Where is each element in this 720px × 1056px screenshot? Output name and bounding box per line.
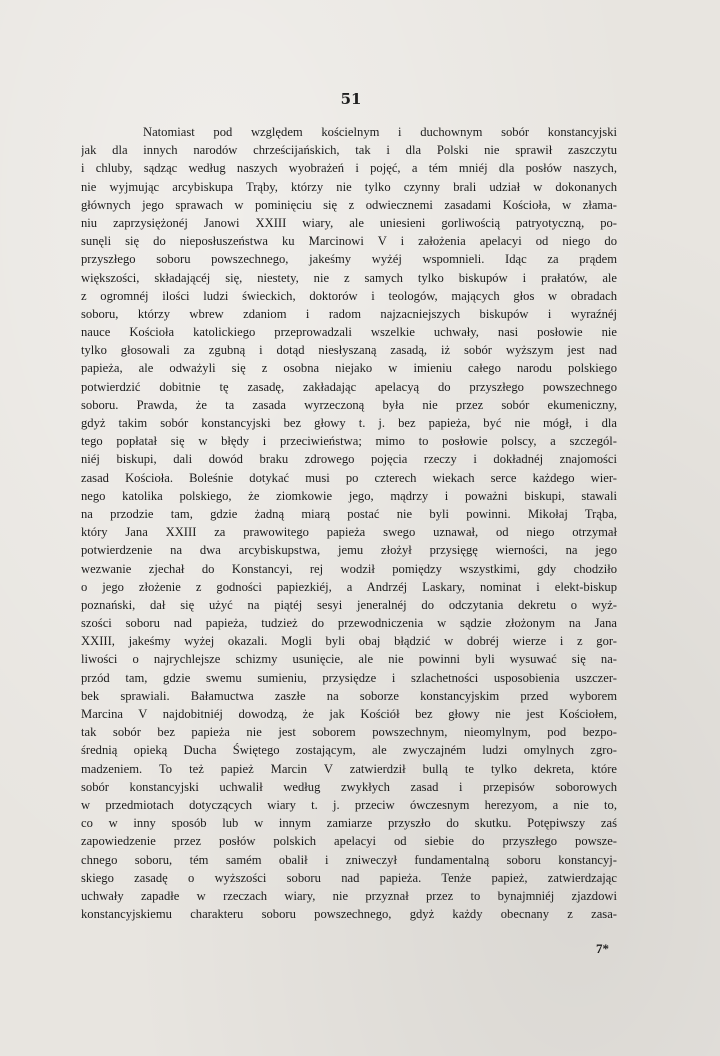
text-line: o jego złożenie z godności papiezkiéj, a Andrzéj Laskary, nominat i elekt-biskup (81, 579, 617, 594)
text-line: wezwanie zjechał do Konstancyi, rej wodził pomiędzy wszystkimi, gdy chodziło (81, 561, 617, 576)
text-line: bek sprawiali. Bałamuctwa zaszłe na soborze konstancyjskim przed wyborem (81, 688, 617, 703)
text-line: chnego soboru, tém samém obalił i zniweczył fundamentalną soboru konstancyj- (81, 852, 617, 867)
text-line: szości soboru nad papieża, tudzież do przewodniczenia w sądzie złożonym na Jana (81, 616, 617, 631)
text-line: tego popłatał się w błędy i przeciwieństwa; mimo to posłowie polscy, a szczegól- (81, 434, 617, 449)
text-line: liwości o najrychlejsze schizmy usunięcie, ale nie powinni byli wysuwać się na- (81, 652, 617, 667)
text-line: co w inny sposób lub w innym zamiarze przyszło do skutku. Potępiwszy zaś (81, 816, 617, 831)
text-line: przyszłego soboru powszechnego, jakeśmy wyżéj wspomnieli. Idąc za prądem (81, 252, 617, 267)
text-line: poznański, dał się użyć na piątéj sesyi jeneralnéj do odczytania dekretu o wyż- (81, 597, 617, 612)
text-line: jak dla innych narodów chrześcijańskich, tak i dla Polski nie sprawił zaszczytu (81, 143, 617, 158)
text-line: który Jana XXIII za prawowitego papieża swego uznawał, od niego otrzymał (81, 525, 617, 540)
text-line: Marcina V najdobitniéj dowodzą, że jak Kościół bez głowy nie jest Kościołem, (81, 707, 617, 721)
text-line: i chluby, sądząc według naszych wyobrażeń i pojęć, a tém mniéj dla posłów naszych, (81, 161, 617, 176)
text-line: Natomiast pod względem kościelnym i duchownym sobór konstancyjski (143, 125, 617, 139)
text-line: na przodzie tam, gdzie żadną miarą postać nie byli powinni. Mikołaj Trąba, (81, 506, 617, 521)
text-line: uchwały zapadłe w rzeczach wiary, nie przyznał przez to bynajmniéj zjazdowi (81, 888, 617, 903)
text-line: papieża, ale odważyli się z osobna niejako w imieniu całego narodu polskiego (81, 361, 617, 376)
text-line: niéj biskupi, dali dowód braku zdrowego pojęcia rzeczy i dokładnéj znajomości (81, 452, 617, 467)
text-line: madzeniem. To też papież Marcin V zatwierdził bullą te tylko dekreta, które (81, 761, 617, 776)
text-line: większości, składającéj się, niestety, nie z samych tylko biskupów i prałatów, ale (81, 270, 617, 285)
body-text (81, 123, 617, 923)
text-line: sobór konstancyjski uchwalił według zwykłych zasad i przepisów soborowych (81, 779, 617, 794)
text-line: średnią opieką Ducha Świętego zostającym, ale zwyczajném ludzi omylnych zgro- (81, 743, 617, 758)
text-line: przód tam, gdzie swemu sumieniu, przysiędze i szlachetności usposobienia uszczer- (81, 670, 617, 685)
text-line: sunęli się do nieposłuszeństwa ku Marcinowi V i założenia apelacyi od niego do (81, 234, 617, 249)
text-line: niu zaprzysiężonéj Janowi XXIII wiary, ale uniesieni gorliwością patryotyczną, po- (81, 215, 617, 230)
text-line: zasad Kościoła. Boleśnie dotykać musi po czterech wiekach serce każdego wier- (81, 470, 617, 485)
text-line: głównych jego sprawach w pominięciu się z odwiecznemi zasadami Kościoła, w złama- (81, 197, 617, 212)
text-line: w przedmiotach dotyczących wiary t. j. przeciw ówczesnym herezyom, a nie to, (81, 797, 617, 812)
text-line: gdyż takim sobór konstancyjski bez głowy t. j. bez papieża, być nie mógł, i dla (81, 416, 617, 430)
text-line: XXIII, jakeśmy wyżej okazali. Mogli byli obaj błądzić w dobréj wierze i z gor- (81, 634, 617, 649)
text-line: z ogromnéj ilości ludzi świeckich, doktorów i teologów, mających głos w obradach (81, 288, 617, 303)
text-line: soboru. Prawda, że ta zasada wyrzeczoną była nie przez sobór ekumeniczny, (81, 397, 617, 412)
text-line: nego katolika polskiego, że ziomkowie jego, mądrzy i poważni biskupi, stawali (81, 488, 617, 503)
text-line: zapowiedzenie przez posłów polskich apelacyi od siebie do przyszłego powsze- (81, 834, 617, 849)
page-number: 51 (340, 90, 362, 108)
text-line: potwierdzenie na dwa arcybiskupstwa, jemu złożył przysięgę wierności, na jego (81, 543, 617, 558)
text-line: potwierdzić dobitnie tę zasadę, zakładając apelacyą do przyszłego powszechnego (81, 379, 617, 394)
text-line: skiego zasadę o wyższości soboru nad papieża. Tenże papież, zatwierdzając (81, 870, 617, 885)
text-line: konstancyjskiemu charakteru soboru powszechnego, gdyż każdy obecnany z zasa- (81, 907, 617, 922)
text-line: nauce Kościoła katolickiego przeprowadzali wszelkie uchwały, nasi posłowie nie (81, 325, 617, 340)
printer-signature-mark: 7* (596, 941, 609, 956)
text-line: soboru, którzy wbrew zdaniom i radom najzacniejszych biskupów i wyraźnéj (81, 306, 617, 321)
text-line: nie wyjmując arcybiskupa Trąby, którzy nie tylko czynny brali udział w dokonanych (81, 179, 617, 194)
text-line: tylko głosowali za zgubną i dotąd niesłyszaną zasadą, iż sobór wyższym jest nad (81, 343, 617, 358)
text-line: tak sobór bez papieża nie jest soborem powszechnym, nieomylnym, pod bezpo- (81, 725, 617, 740)
